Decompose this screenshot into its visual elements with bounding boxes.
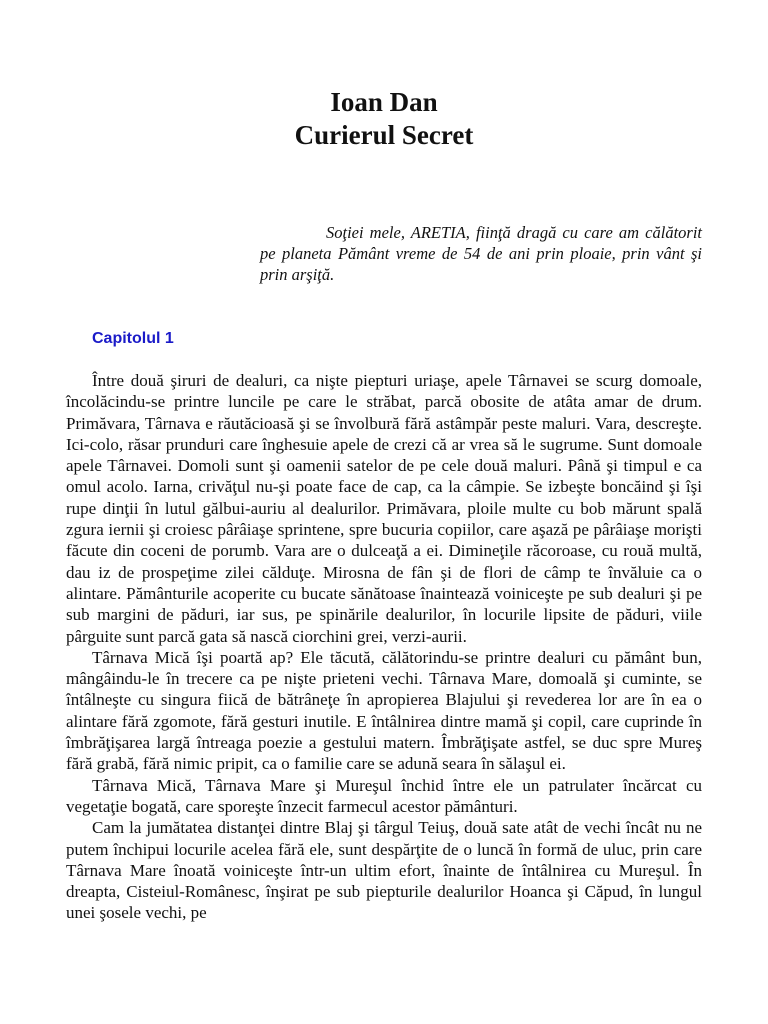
- paragraph: Târnava Mică, Târnava Mare şi Mureşul închid între ele un patrulater încărcat cu vegetaţie bogată, care sporeşte înzecit farmecul acestor pământuri.: [66, 775, 702, 816]
- paragraph: Cam la jumătatea distanţei dintre Blaj şi târgul Teiuş, două sate atât de vechi încât nu ne putem închipui locurile acelea fără ele, sunt despărţite de o luncă în formă de uluc, prin care Târnava Mare înoată voiniceşte într-un ultim efort, înainte de întâlnirea cu Mureşul. În dreapta, Cisteiul-Românesc, înşirat pe sub piepturile dealurilor Hoanca şi Căpud, în lungul unei şosele vechi, pe: [66, 818, 702, 923]
- book-title: Curierul Secret: [294, 120, 474, 150]
- author-name: Ioan Dan: [330, 87, 438, 117]
- chapter-body: [66, 370, 702, 924]
- paragraph: Târnava Mică îşi poartă ap? Ele tăcută, călătorindu-se printre dealuri cu pământ bun, mângâindu-le în trecere ca pe nişte prieteni vechi. Târnava Mare, domoală şi cuminte, se întâlneşte cu singura fiică de bătrâneţe în apropierea Blajului şi revederea lor are în ea o alintare fără zgomote, fără gesturi inutile. E întâlnirea dintre mamă şi copil, care cuprinde în îmbrăţişarea largă întreaga poezie a gestului matern. Îmbrăţişate astfel, se duc spre Mureş fără grabă, fără nimic pripit, ca o familie care se adună seara în sălaşul ei.: [66, 647, 702, 774]
- dedication-text: Soţiei mele, ARETIA, fiinţă dragă cu care am călătorit pe planeta Pământ vreme de 54 de ani prin ploaie, prin vânt şi prin arşiţă.: [260, 223, 702, 284]
- chapter-heading: Capitolul 1: [92, 330, 174, 347]
- title-block: [0, 86, 768, 152]
- paragraph: Între două şiruri de dealuri, ca nişte piepturi uriaşe, apele Târnavei se scurg domoale, încolăcindu-se printre luncile pe care le străbat, parcă obosite de atâta amar de drum. Primăvara, Târnava e răutăcioasă şi se învolbură fără astâmpăr peste maluri. Vara, descreşte. Ici-colo, răsar prunduri care înghesuie apele de crezi că ar vrea să le sugrume. Sunt domoale apele Târnavei. Domoli sunt şi oamenii satelor de pe cele două maluri. Până şi timpul e ca omul acolo. Iarna, crivăţul nu-şi poate face de cap, ca la câmpie. Se izbeşte boncăind şi îşi rupe dinţii în lutul gălbui-auriu al dealurilor. Primăvara, ploile multe cu bob mărunt spală zgura iernii şi croiesc pârâiaşe sprintene, spre bucuria copiilor, care aşază pe pârâiaşe morişti făcute din coceni de porumb. Vara are o dulceaţă a ei. Dimineţile răcoroase, cu rouă multă, dau iz de prospeţime zilei călduţe. Mirosna de fân şi de flori de câmp te învăluie ca o alintare. Pământurile acoperite cu bucate sănătoase înaintează voiniceşte pe sub dealuri şi pe sub margini de păduri, iar sus, pe spinările dealurilor, în locurile lipsite de păduri, viile pârguite sunt parcă gata să nască ciorchini grei, verzi-aurii.: [66, 371, 702, 646]
